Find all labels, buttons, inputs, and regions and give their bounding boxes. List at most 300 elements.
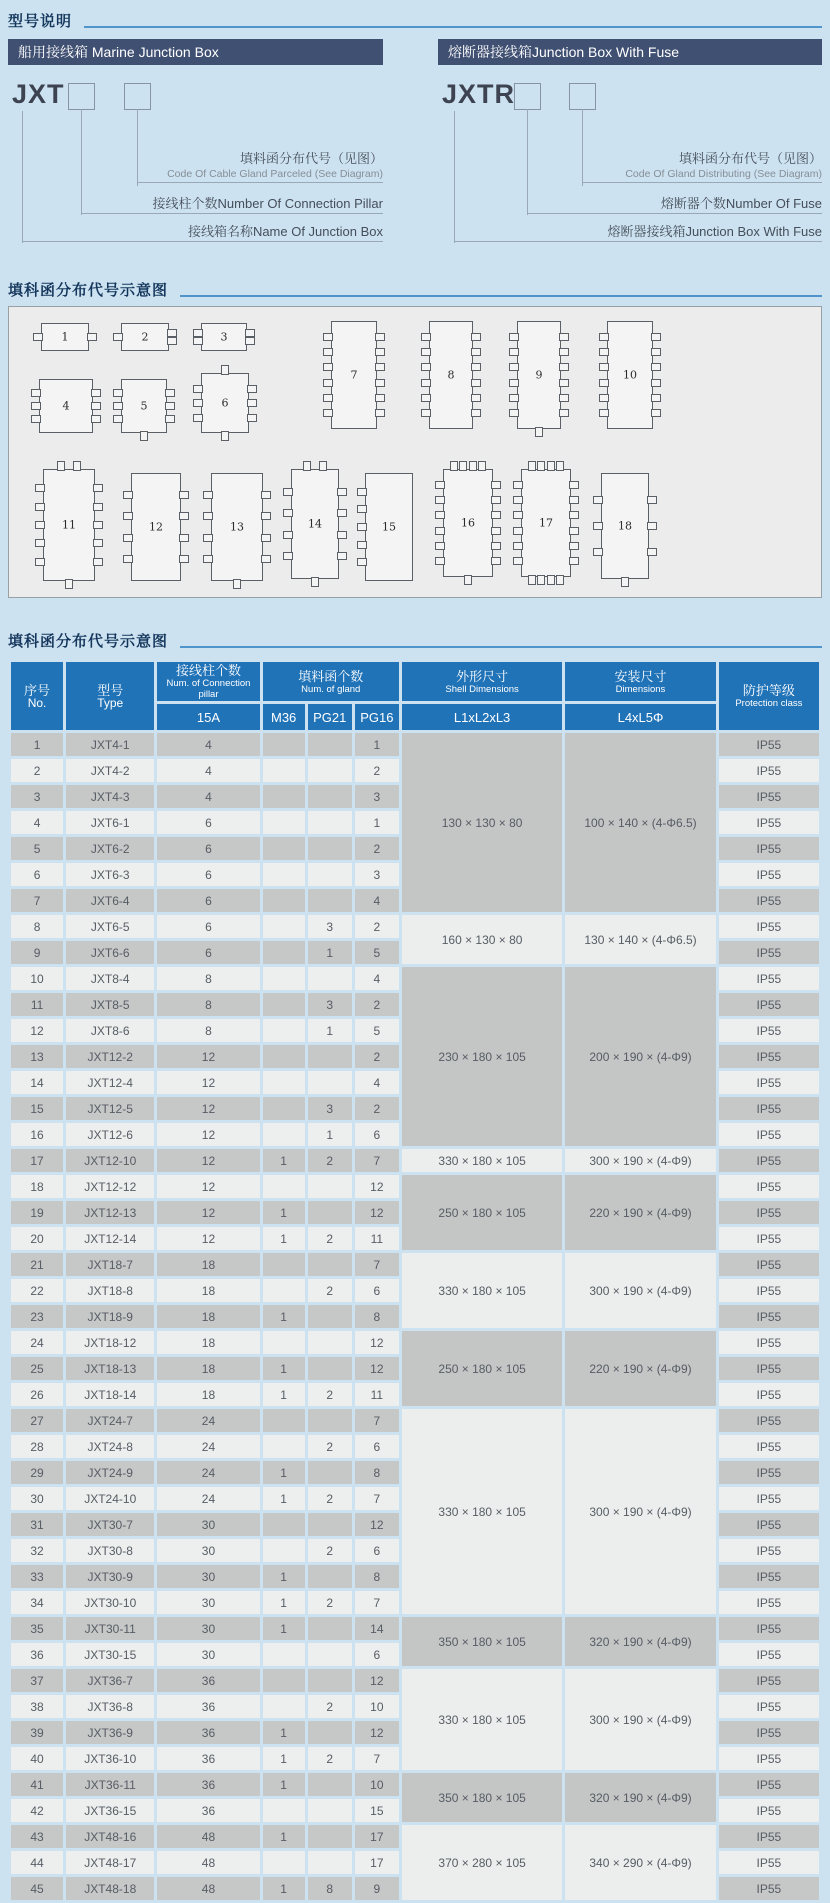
gland-tab <box>357 488 367 496</box>
cell-type: JXT12-2 <box>66 1045 154 1068</box>
cell-no: 35 <box>11 1617 63 1640</box>
gland-tab <box>193 399 203 407</box>
cell-15a: 36 <box>157 1721 259 1744</box>
gland-tab <box>478 461 486 471</box>
table-row <box>11 915 819 938</box>
cell-type: JXT36-9 <box>66 1721 154 1744</box>
gland-box-number: 14 <box>308 517 322 531</box>
cell-no: 21 <box>11 1253 63 1276</box>
gland-tab <box>323 348 333 356</box>
gland-tab <box>113 389 123 397</box>
cell-type: JXT24-7 <box>66 1409 154 1432</box>
cell-pg16: 7 <box>355 1747 399 1770</box>
table-row <box>11 1409 819 1432</box>
cell-type: JXT4-1 <box>66 733 154 756</box>
cell-m36 <box>263 1331 305 1354</box>
cell-protection: IP55 <box>719 1747 819 1770</box>
gland-tab <box>647 496 657 504</box>
cell-type: JXT18-7 <box>66 1253 154 1276</box>
gland-tab <box>450 461 458 471</box>
gland-box-number: 17 <box>539 516 553 530</box>
cell-15a: 48 <box>157 1825 259 1848</box>
cell-no: 13 <box>11 1045 63 1068</box>
gland-tab <box>193 337 203 345</box>
cell-m36: 1 <box>263 1747 305 1770</box>
cell-pg21 <box>308 1331 352 1354</box>
cell-pg16: 8 <box>355 1305 399 1328</box>
gland-tab <box>537 461 545 471</box>
cell-no: 16 <box>11 1123 63 1146</box>
gland-tab <box>73 461 81 471</box>
gland-tab <box>491 542 501 550</box>
cell-m36 <box>263 1851 305 1874</box>
cell-pg21 <box>308 1851 352 1874</box>
cell-pg16: 12 <box>355 1331 399 1354</box>
cell-protection: IP55 <box>719 759 819 782</box>
cell-mount-dimensions: 300 × 190 × (4-Φ9) <box>565 1669 715 1770</box>
cell-type: JXT6-5 <box>66 915 154 938</box>
gland-box-6 <box>201 373 249 433</box>
col-header-mount: 安装尺寸 Dimensions <box>565 662 715 701</box>
gland-tab <box>93 539 103 547</box>
cell-m36 <box>263 1019 305 1042</box>
table-row <box>11 1331 819 1354</box>
cell-shell-dimensions: 130 × 130 × 80 <box>402 733 562 912</box>
cell-no: 7 <box>11 889 63 912</box>
gland-tab <box>375 363 385 371</box>
cell-mount-dimensions: 300 × 190 × (4-Φ9) <box>565 1409 715 1614</box>
cell-type: JXT18-12 <box>66 1331 154 1354</box>
col-header-pillar: 接线柱个数 Num. of Connection pillar <box>157 662 259 701</box>
gland-tab <box>165 415 175 423</box>
cell-no: 38 <box>11 1695 63 1718</box>
cell-m36: 1 <box>263 1149 305 1172</box>
cell-shell-dimensions: 330 × 180 × 105 <box>402 1669 562 1770</box>
gland-tab <box>337 531 347 539</box>
fuse-junction-box-legend <box>438 39 822 253</box>
col-header-gland: 填料函个数 Num. of gland <box>263 662 399 701</box>
gland-tab <box>261 491 271 499</box>
cell-protection: IP55 <box>719 1279 819 1302</box>
gland-tab <box>421 348 431 356</box>
gland-tab <box>375 348 385 356</box>
gland-tab <box>247 414 257 422</box>
cell-pg16: 2 <box>355 837 399 860</box>
cell-no: 42 <box>11 1799 63 1822</box>
gland-tab <box>491 511 501 519</box>
cell-type: JXT6-6 <box>66 941 154 964</box>
cell-protection: IP55 <box>719 1617 819 1640</box>
gland-tab <box>245 337 255 345</box>
cell-pg16: 2 <box>355 993 399 1016</box>
cell-m36 <box>263 785 305 808</box>
cell-pg16: 5 <box>355 1019 399 1042</box>
cell-15a: 36 <box>157 1747 259 1770</box>
cell-pg21 <box>308 1253 352 1276</box>
cell-type: JXT48-18 <box>66 1877 154 1900</box>
gland-tab <box>323 394 333 402</box>
gland-tab <box>261 555 271 563</box>
legend-body-marine <box>8 65 383 253</box>
cell-m36 <box>263 759 305 782</box>
cell-15a: 4 <box>157 785 259 808</box>
cell-type: JXT8-4 <box>66 967 154 990</box>
legend-body-fuse <box>438 65 822 253</box>
cell-type: JXT12-5 <box>66 1097 154 1120</box>
gland-tab <box>165 389 175 397</box>
cell-no: 6 <box>11 863 63 886</box>
gland-tab <box>528 461 536 471</box>
gland-tab <box>337 509 347 517</box>
gland-tab <box>556 575 564 585</box>
gland-box-9 <box>517 321 561 429</box>
cell-15a: 48 <box>157 1877 259 1900</box>
gland-tab <box>569 511 579 519</box>
cell-m36 <box>263 811 305 834</box>
legend-label-gland-code: 填料函分布代号（见图） Code Of Gland Distributing (See Diagram) <box>582 151 822 183</box>
cell-protection: IP55 <box>719 1201 819 1224</box>
cell-type: JXT18-13 <box>66 1357 154 1380</box>
cell-protection: IP55 <box>719 1591 819 1614</box>
gland-tab <box>179 512 189 520</box>
cell-pg21 <box>308 1175 352 1198</box>
gland-tab <box>283 552 293 560</box>
gland-tab <box>528 575 536 585</box>
cell-15a: 18 <box>157 1357 259 1380</box>
gland-tab <box>31 402 41 410</box>
cell-type: JXT48-17 <box>66 1851 154 1874</box>
gland-box-11 <box>43 469 95 581</box>
cell-m36 <box>263 993 305 1016</box>
cell-protection: IP55 <box>719 1331 819 1354</box>
cell-protection: IP55 <box>719 1435 819 1458</box>
gland-tab <box>435 511 445 519</box>
cell-no: 18 <box>11 1175 63 1198</box>
cell-type: JXT18-9 <box>66 1305 154 1328</box>
gland-tab <box>93 503 103 511</box>
gland-box-number: 15 <box>382 520 396 534</box>
col-header-shell: 外形尺寸 Shell Dimensions <box>402 662 562 701</box>
cell-pg21: 2 <box>308 1539 352 1562</box>
gland-tab <box>421 409 431 417</box>
gland-box-12 <box>131 473 181 581</box>
cell-type: JXT36-8 <box>66 1695 154 1718</box>
gland-tab <box>233 579 241 589</box>
table-row <box>11 1253 819 1276</box>
table-row <box>11 967 819 990</box>
cell-m36 <box>263 1695 305 1718</box>
gland-tab <box>421 394 431 402</box>
cell-no: 10 <box>11 967 63 990</box>
cell-protection: IP55 <box>719 1539 819 1562</box>
cell-pg16: 12 <box>355 1175 399 1198</box>
subheader-pg21: PG21 <box>308 704 352 730</box>
gland-tab <box>435 496 445 504</box>
cell-pg21: 2 <box>308 1383 352 1406</box>
cell-protection: IP55 <box>719 1669 819 1692</box>
cell-15a: 24 <box>157 1461 259 1484</box>
cell-protection: IP55 <box>719 1071 819 1094</box>
gland-tab <box>599 409 609 417</box>
cell-no: 23 <box>11 1305 63 1328</box>
cell-protection: IP55 <box>719 1149 819 1172</box>
cell-m36: 1 <box>263 1461 305 1484</box>
gland-tab <box>556 461 564 471</box>
gland-tab <box>471 409 481 417</box>
gland-tab <box>35 539 45 547</box>
cell-type: JXT6-4 <box>66 889 154 912</box>
subheader-m36: M36 <box>263 704 305 730</box>
gland-tab <box>93 521 103 529</box>
cell-15a: 36 <box>157 1695 259 1718</box>
gland-tab <box>93 558 103 566</box>
gland-tab <box>509 363 519 371</box>
gland-tab <box>113 402 123 410</box>
cell-pg21 <box>308 1409 352 1432</box>
cell-type: JXT36-10 <box>66 1747 154 1770</box>
cell-pg21 <box>308 1201 352 1224</box>
cell-type: JXT4-2 <box>66 759 154 782</box>
cell-m36 <box>263 1643 305 1666</box>
cell-type: JXT12-12 <box>66 1175 154 1198</box>
code-box-1 <box>514 83 541 110</box>
gland-tab <box>593 548 603 556</box>
cell-pg21 <box>308 1305 352 1328</box>
cell-pg21: 1 <box>308 1123 352 1146</box>
cell-shell-dimensions: 350 × 180 × 105 <box>402 1617 562 1666</box>
cell-no: 43 <box>11 1825 63 1848</box>
gland-tab <box>303 461 311 471</box>
cell-pg21 <box>308 785 352 808</box>
cell-protection: IP55 <box>719 889 819 912</box>
code-box-1 <box>68 83 95 110</box>
cell-pg16: 7 <box>355 1409 399 1432</box>
cell-shell-dimensions: 250 × 180 × 105 <box>402 1175 562 1250</box>
cell-type: JXT30-8 <box>66 1539 154 1562</box>
cell-no: 11 <box>11 993 63 1016</box>
gland-tab <box>93 484 103 492</box>
gland-tab <box>509 379 519 387</box>
gland-box-number: 10 <box>623 368 637 382</box>
gland-tab <box>179 491 189 499</box>
cell-15a: 6 <box>157 889 259 912</box>
cell-m36: 1 <box>263 1877 305 1900</box>
cell-pg21: 2 <box>308 1435 352 1458</box>
title-rule <box>180 295 822 297</box>
gland-tab <box>65 579 73 589</box>
cell-no: 19 <box>11 1201 63 1224</box>
gland-tab <box>469 461 477 471</box>
cell-type: JXT30-15 <box>66 1643 154 1666</box>
cell-mount-dimensions: 200 × 190 × (4-Φ9) <box>565 967 715 1146</box>
gland-box-10 <box>607 321 653 429</box>
gland-tab <box>569 481 579 489</box>
section-title: 型号说明 <box>8 13 73 30</box>
gland-box-number: 11 <box>62 518 76 532</box>
cell-m36: 1 <box>263 1383 305 1406</box>
cell-15a: 30 <box>157 1643 259 1666</box>
gland-box-number: 6 <box>221 396 229 410</box>
gland-tab <box>509 348 519 356</box>
cell-shell-dimensions: 370 × 280 × 105 <box>402 1825 562 1900</box>
cell-m36 <box>263 1435 305 1458</box>
cell-pg21 <box>308 733 352 756</box>
cell-shell-dimensions: 350 × 180 × 105 <box>402 1773 562 1822</box>
gland-box-13 <box>211 473 263 581</box>
title-rule <box>84 26 822 28</box>
cell-protection: IP55 <box>719 915 819 938</box>
table-row <box>11 1175 819 1198</box>
gland-tab <box>357 541 367 549</box>
gland-tab <box>599 348 609 356</box>
cell-protection: IP55 <box>719 1487 819 1510</box>
gland-tab <box>35 558 45 566</box>
cell-no: 24 <box>11 1331 63 1354</box>
cell-pg16: 9 <box>355 1877 399 1900</box>
cell-no: 44 <box>11 1851 63 1874</box>
cell-pg16: 6 <box>355 1123 399 1146</box>
cell-no: 14 <box>11 1071 63 1094</box>
col-header-no: 序号 No. <box>11 662 63 730</box>
cell-15a: 36 <box>157 1773 259 1796</box>
gland-diagram-header <box>8 279 822 300</box>
legend-bar-fuse: 熔断器接线箱Junction Box With Fuse <box>438 39 822 65</box>
gland-box-number: 3 <box>220 330 228 344</box>
legend-bar-marine: 船用接线箱 Marine Junction Box <box>8 39 383 65</box>
cell-15a: 8 <box>157 1019 259 1042</box>
cell-15a: 24 <box>157 1487 259 1510</box>
cell-no: 26 <box>11 1383 63 1406</box>
gland-tab <box>323 363 333 371</box>
cell-protection: IP55 <box>719 1097 819 1120</box>
cell-type: JXT48-16 <box>66 1825 154 1848</box>
model-legend <box>8 39 822 253</box>
cell-pg16: 4 <box>355 889 399 912</box>
gland-tab <box>471 394 481 402</box>
cell-pg16: 2 <box>355 1045 399 1068</box>
cell-pg16: 7 <box>355 1591 399 1614</box>
gland-box-number: 13 <box>230 520 244 534</box>
marine-junction-box-legend <box>8 39 383 253</box>
cell-protection: IP55 <box>719 1175 819 1198</box>
gland-tab <box>221 431 229 441</box>
cell-m36: 1 <box>263 1721 305 1744</box>
cell-m36: 1 <box>263 1773 305 1796</box>
cell-no: 20 <box>11 1227 63 1250</box>
gland-tab <box>123 555 133 563</box>
subheader-pg16: PG16 <box>355 704 399 730</box>
gland-tab <box>513 496 523 504</box>
gland-tab <box>509 409 519 417</box>
cell-mount-dimensions: 340 × 290 × (4-Φ9) <box>565 1825 715 1900</box>
cell-pg21 <box>308 1643 352 1666</box>
cell-pg21: 3 <box>308 915 352 938</box>
section-title: 填科函分布代号示意图 <box>8 633 169 650</box>
cell-protection: IP55 <box>719 1019 819 1042</box>
table-row <box>11 1149 819 1172</box>
cell-no: 25 <box>11 1357 63 1380</box>
cell-pg16: 10 <box>355 1773 399 1796</box>
gland-tab <box>261 534 271 542</box>
gland-tab <box>91 415 101 423</box>
cell-pg21 <box>308 1461 352 1484</box>
cell-pg16: 12 <box>355 1721 399 1744</box>
cell-type: JXT4-3 <box>66 785 154 808</box>
gland-tab <box>245 329 255 337</box>
cell-pg16: 10 <box>355 1695 399 1718</box>
gland-box-3 <box>201 323 247 351</box>
cell-no: 30 <box>11 1487 63 1510</box>
cell-15a: 12 <box>157 1045 259 1068</box>
gland-tab <box>247 399 257 407</box>
cell-no: 8 <box>11 915 63 938</box>
subheader-shell-dims: L1xL2xL3 <box>402 704 562 730</box>
cell-pg21: 2 <box>308 1279 352 1302</box>
cell-15a: 8 <box>157 993 259 1016</box>
cell-mount-dimensions: 220 × 190 × (4-Φ9) <box>565 1175 715 1250</box>
cell-protection: IP55 <box>719 1409 819 1432</box>
gland-tab <box>513 542 523 550</box>
gland-tab <box>651 363 661 371</box>
cell-type: JXT36-11 <box>66 1773 154 1796</box>
cell-type: JXT36-7 <box>66 1669 154 1692</box>
cell-15a: 6 <box>157 863 259 886</box>
gland-tab <box>651 394 661 402</box>
cell-15a: 12 <box>157 1097 259 1120</box>
gland-tab <box>491 527 501 535</box>
cell-pg21: 2 <box>308 1695 352 1718</box>
cell-15a: 30 <box>157 1617 259 1640</box>
cell-15a: 12 <box>157 1227 259 1250</box>
title-rule <box>180 646 822 648</box>
cell-pg16: 7 <box>355 1253 399 1276</box>
gland-tab <box>57 461 65 471</box>
gland-box-1 <box>41 323 89 351</box>
cell-protection: IP55 <box>719 1461 819 1484</box>
cell-15a: 30 <box>157 1539 259 1562</box>
gland-tab <box>319 461 327 471</box>
cell-no: 15 <box>11 1097 63 1120</box>
cell-pg16: 11 <box>355 1227 399 1250</box>
cell-15a: 12 <box>157 1071 259 1094</box>
cell-pg21 <box>308 1617 352 1640</box>
gland-tab <box>91 389 101 397</box>
cell-protection: IP55 <box>719 1383 819 1406</box>
cell-pg16: 12 <box>355 1669 399 1692</box>
gland-tab <box>123 491 133 499</box>
table-row <box>11 733 819 756</box>
gland-tab <box>193 414 203 422</box>
cell-pg21 <box>308 1071 352 1094</box>
cell-protection: IP55 <box>719 733 819 756</box>
cell-pg21 <box>308 1045 352 1068</box>
gland-tab <box>651 409 661 417</box>
legend-label-pillar-count: 接线柱个数Number Of Connection Pillar <box>81 195 383 214</box>
cell-type: JXT8-6 <box>66 1019 154 1042</box>
cell-pg16: 7 <box>355 1487 399 1510</box>
cell-mount-dimensions: 220 × 190 × (4-Φ9) <box>565 1331 715 1406</box>
table-row <box>11 1669 819 1692</box>
cell-protection: IP55 <box>719 1695 819 1718</box>
cell-m36 <box>263 1799 305 1822</box>
cell-no: 3 <box>11 785 63 808</box>
legend-label-box-name: 熔断器接线箱Junction Box With Fuse <box>454 223 822 242</box>
gland-tab <box>464 575 472 585</box>
cell-m36: 1 <box>263 1617 305 1640</box>
cell-pg16: 8 <box>355 1461 399 1484</box>
gland-diagram-panel <box>8 306 822 598</box>
cell-protection: IP55 <box>719 1721 819 1744</box>
